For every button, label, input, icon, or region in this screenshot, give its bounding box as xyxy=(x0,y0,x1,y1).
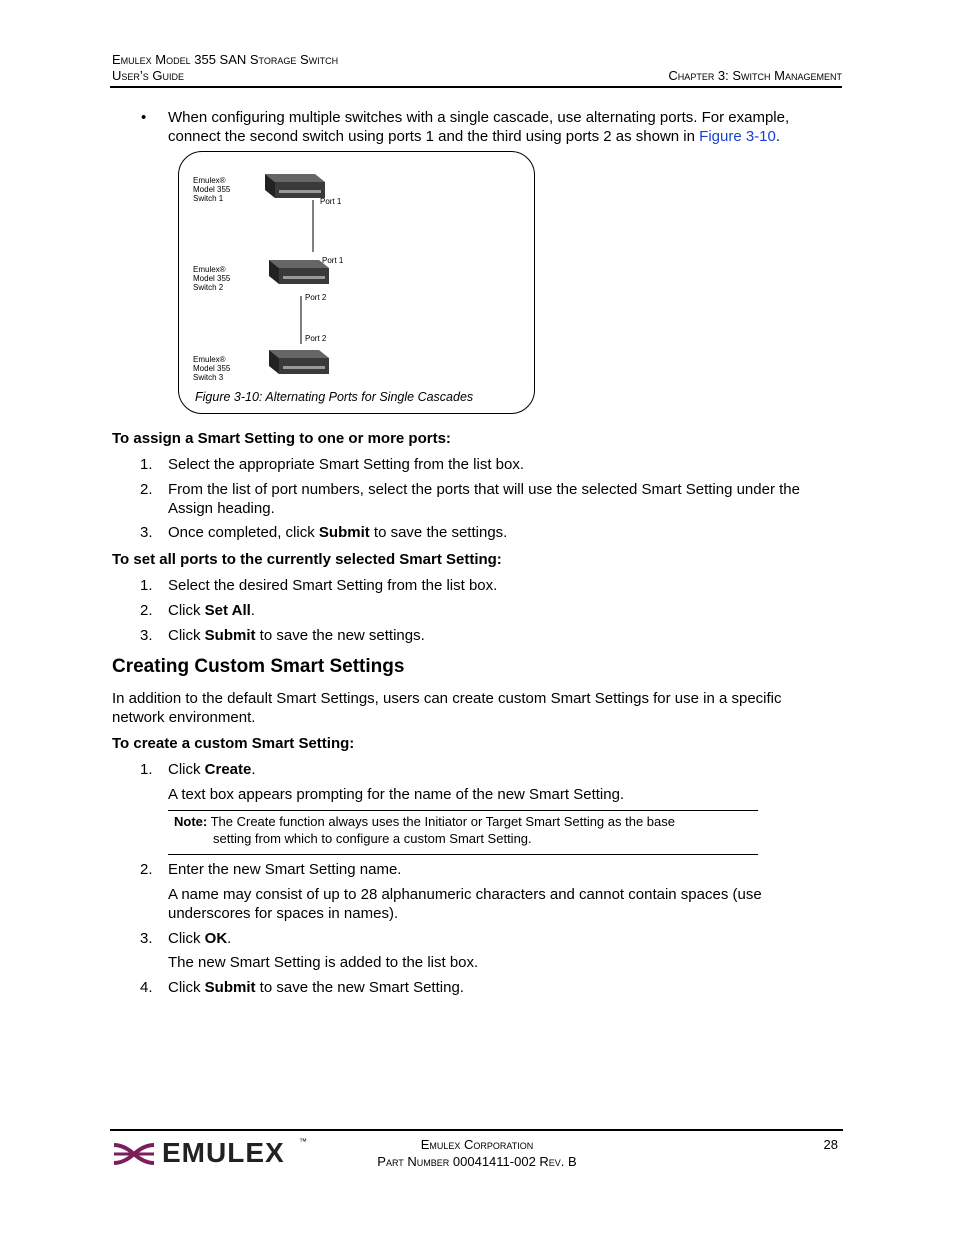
emulex-logo-text: EMULEX xyxy=(162,1137,285,1168)
proc2-heading: To set all ports to the currently selected Smart Setting: xyxy=(112,551,502,568)
proc3-text1-b: Create xyxy=(204,761,252,778)
proc2-text3 xyxy=(168,626,843,645)
page-number: 28 xyxy=(823,1137,838,1152)
bullet-paragraph xyxy=(168,108,843,146)
proc3-text3 xyxy=(168,929,843,948)
section-intro-line1: In addition to the default Smart Settings, users can create custom Smart Settings for use in a specific xyxy=(112,690,782,707)
header-chapter: Chapter 3: Switch Management xyxy=(668,68,842,83)
proc3-step3-detail: The new Smart Setting is added to the list box. xyxy=(168,954,479,971)
proc1-text3 xyxy=(168,523,843,542)
proc2-num2: 2. xyxy=(140,602,153,619)
proc3-text3-a: Click xyxy=(168,930,205,947)
switch-2-label xyxy=(193,265,230,292)
proc2-text2-a: Click xyxy=(168,602,205,619)
switch-1-icon xyxy=(265,174,325,198)
proc3-num3: 3. xyxy=(140,930,153,947)
switch-3-model: Model 355 xyxy=(193,364,231,373)
proc3-step2-detail-line1: A name may consist of up to 28 alphanumeric characters and cannot contain spaces (use xyxy=(168,886,762,903)
proc3-num1: 1. xyxy=(140,761,153,778)
proc1-text1: Select the appropriate Smart Setting from the list box. xyxy=(168,456,525,473)
section-intro xyxy=(112,689,847,727)
proc3-text3-b: OK xyxy=(204,930,228,947)
proc3-text4-a: Click xyxy=(168,979,205,996)
footer-company: Emulex Corporation xyxy=(420,1137,534,1152)
switch-2-icon xyxy=(269,260,329,284)
proc2-text3-c: to save the new settings. xyxy=(255,627,425,644)
proc3-num4: 4. xyxy=(140,979,153,996)
figure-frame xyxy=(178,151,535,414)
switch-1-name: Switch 1 xyxy=(193,194,224,203)
switch-3-icon xyxy=(269,350,329,374)
bullet-symbol: • xyxy=(141,109,147,126)
proc3-text1-c: . xyxy=(251,761,256,778)
note-label: Note: xyxy=(174,814,208,829)
proc1-text2-line2: Assign heading. xyxy=(168,500,275,517)
switch-2-brand: Emulex® xyxy=(193,265,226,274)
note-box xyxy=(168,810,758,855)
proc3-step2-detail-line2: underscores for spaces in names). xyxy=(168,905,399,922)
port-label-s2-up: Port 1 xyxy=(322,256,344,265)
switch-2-name: Switch 2 xyxy=(193,283,224,292)
proc1-text2 xyxy=(168,480,843,518)
proc1-text3-c: to save the settings. xyxy=(369,524,508,541)
proc2-text3-b: Submit xyxy=(204,627,256,644)
header-title-line1: Emulex Model 355 SAN Storage Switch xyxy=(112,52,339,67)
footer-rule xyxy=(110,1129,843,1131)
bullet-line1: When configuring multiple switches with a single cascade, use alternating ports. For example, xyxy=(168,109,790,126)
port-label-s3: Port 2 xyxy=(305,334,327,343)
proc2-text2 xyxy=(168,601,843,620)
header-title-line2: User’s Guide xyxy=(112,68,185,83)
proc2-num1: 1. xyxy=(140,577,153,594)
proc1-num3: 3. xyxy=(140,524,153,541)
switch-3-name: Switch 3 xyxy=(193,373,224,382)
proc3-heading: To create a custom Smart Setting: xyxy=(112,735,355,752)
header-doc-title xyxy=(112,52,338,84)
switch-1-model: Model 355 xyxy=(193,185,231,194)
proc3-step2-detail xyxy=(168,885,843,923)
switch-1-brand: Emulex® xyxy=(193,176,226,185)
figure-link[interactable]: Figure 3-10 xyxy=(699,128,776,145)
emulex-logo-tm: ™ xyxy=(299,1137,307,1146)
proc1-num1: 1. xyxy=(140,456,153,473)
proc2-num3: 3. xyxy=(140,627,153,644)
proc2-text1: Select the desired Smart Setting from the list box. xyxy=(168,577,498,594)
proc1-text3-b: Submit xyxy=(318,524,370,541)
section-intro-line2: network environment. xyxy=(112,709,256,726)
proc3-text2: Enter the new Smart Setting name. xyxy=(168,861,402,878)
proc3-text3-c: . xyxy=(227,930,232,947)
note-text1: The Create function always uses the Initiator or Target Smart Setting as the base xyxy=(207,814,675,829)
switch-3-brand: Emulex® xyxy=(193,355,226,364)
switch-3-label xyxy=(193,355,230,382)
switch-2-model: Model 355 xyxy=(193,274,231,283)
bullet-line2-end: . xyxy=(775,128,781,145)
note-line1 xyxy=(174,813,675,830)
bullet-line2-text: connect the second switch using ports 1 and the third using ports 2 as shown in xyxy=(168,128,700,145)
bullet-line2 xyxy=(168,127,843,146)
footer-part-number: Part Number 00041411-002 Rev. B xyxy=(377,1154,577,1169)
proc1-num2: 2. xyxy=(140,481,153,498)
proc3-text1 xyxy=(168,760,843,779)
proc1-text3-a: Once completed, click xyxy=(168,524,319,541)
proc2-text2-b: Set All xyxy=(204,602,251,619)
section-title: Creating Custom Smart Settings xyxy=(112,656,405,677)
port-label-s1: Port 1 xyxy=(320,197,342,206)
figure-caption: Figure 3-10: Alternating Ports for Single Cascades xyxy=(195,390,474,404)
cascade-diagram xyxy=(179,152,534,413)
note-line2: setting from which to configure a custom Smart Setting. xyxy=(213,831,532,846)
switch-1-label xyxy=(193,176,230,203)
proc3-text4 xyxy=(168,978,843,997)
proc2-text2-c: . xyxy=(250,602,255,619)
proc3-text4-b: Submit xyxy=(204,979,256,996)
proc3-text4-c: to save the new Smart Setting. xyxy=(255,979,464,996)
proc2-text3-a: Click xyxy=(168,627,205,644)
port-label-s2-down: Port 2 xyxy=(305,293,327,302)
proc3-num2: 2. xyxy=(140,861,153,878)
proc1-text2-line1: From the list of port numbers, select the ports that will use the selected Smart Setting under the xyxy=(168,481,800,498)
proc3-step1-detail: A text box appears prompting for the name of the new Smart Setting. xyxy=(168,786,625,803)
header-rule xyxy=(110,86,842,88)
proc1-heading: To assign a Smart Setting to one or more ports: xyxy=(112,430,451,447)
proc3-text1-a: Click xyxy=(168,761,205,778)
